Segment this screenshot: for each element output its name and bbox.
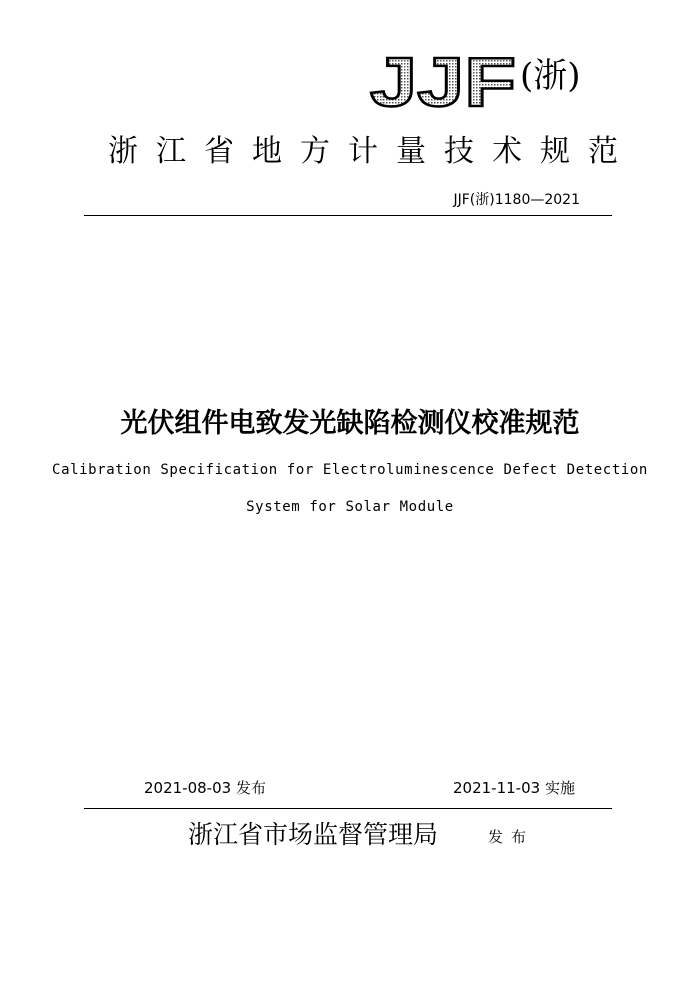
issue-date: 2021-08-03 发布 bbox=[144, 779, 266, 797]
jjf-logo-icon bbox=[368, 48, 518, 110]
document-title-cn: 光伏组件电致发光缺陷检测仪校准规范 bbox=[120, 408, 580, 439]
logo-letters: JJF bbox=[370, 48, 516, 110]
document-number: JJF(浙)1180—2021 bbox=[453, 192, 580, 208]
effective-date: 2021-11-03 实施 bbox=[453, 779, 575, 797]
footer-divider bbox=[84, 808, 612, 809]
publisher-name: 浙江省市场监督管理局 bbox=[188, 820, 439, 849]
logo-region-suffix: (浙) bbox=[520, 56, 581, 96]
header-divider bbox=[84, 215, 612, 216]
standard-logo bbox=[368, 48, 608, 110]
document-title-en-line1: Calibration Specification for Electroluminescence Defect Detection bbox=[52, 462, 648, 478]
document-title-en-line2: System for Solar Module bbox=[246, 499, 454, 515]
publisher-action: 发布 bbox=[488, 828, 535, 846]
org-title: 浙江省地方计量技术规范 bbox=[108, 134, 636, 169]
